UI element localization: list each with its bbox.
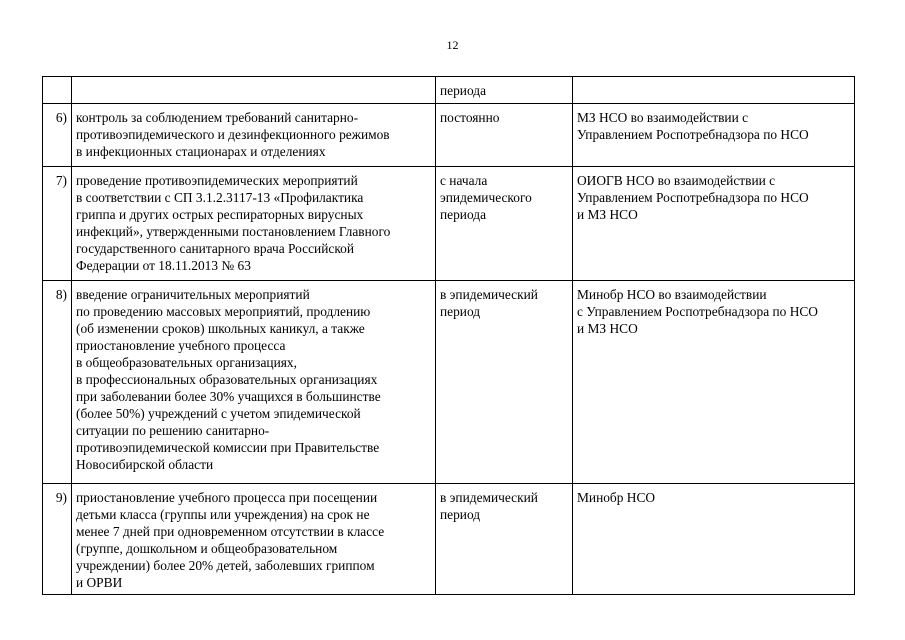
row-number: 7) (43, 167, 72, 281)
row-number (43, 77, 72, 104)
responsible-cell: Минобр НСО (573, 484, 855, 595)
responsible-cell: МЗ НСО во взаимодействии с Управлением Роспотребнадзора по НСО (573, 104, 855, 167)
responsible-cell (573, 77, 855, 104)
table-row (43, 104, 855, 167)
page-number: 12 (446, 38, 459, 52)
table-row (43, 77, 855, 104)
measure-cell: проведение противоэпидемических мероприятий в соответствии с СП 3.1.2.3117-13 «Профилактика гриппа и других острых респираторных вирусных инфекций», утвержденными постановлением Главного государственного санитарного врача Российской Федерации от 18.11.2013 № 63 (72, 167, 436, 281)
period-cell: периода (436, 77, 573, 104)
table-row (43, 484, 855, 595)
measure-cell: приостановление учебного процесса при посещении детьми класса (группы или учреждения) на срок не менее 7 дней при одновременном отсутствии в классе (группе, дошкольном и общеобразовательном учреждении) более 20% детей, заболевших гриппом и ОРВИ (72, 484, 436, 595)
responsible-cell: ОИОГВ НСО во взаимодействии с Управлением Роспотребнадзора по НСО и МЗ НСО (573, 167, 855, 281)
measure-cell: контроль за соблюдением требований санитарно- противоэпидемического и дезинфекционного режимов в инфекционных стационарах и отделениях (72, 104, 436, 167)
table-row (43, 167, 855, 281)
period-cell: в эпидемический период (436, 484, 573, 595)
measure-cell: введение ограничительных мероприятий по проведению массовых мероприятий, продлению (об изменении сроков) школьных каникул, а также приостановление учебного процесса в общеобразовательных организациях, в профессиональных образовательных организациях при заболевании более 30% учащихся в большинстве (более 50%) учреждений с учетом эпидемической ситуации по решению санитарно- противоэпидемической комиссии при Правительстве Новосибирской области (72, 281, 436, 484)
row-number: 6) (43, 104, 72, 167)
period-cell: с начала эпидемического периода (436, 167, 573, 281)
row-number: 8) (43, 281, 72, 484)
period-cell: постоянно (436, 104, 573, 167)
measures-table (42, 76, 855, 595)
period-cell: в эпидемический период (436, 281, 573, 484)
row-number: 9) (43, 484, 72, 595)
table-row (43, 281, 855, 484)
measure-cell (72, 77, 436, 104)
responsible-cell: Минобр НСО во взаимодействии с Управлением Роспотребнадзора по НСО и МЗ НСО (573, 281, 855, 484)
